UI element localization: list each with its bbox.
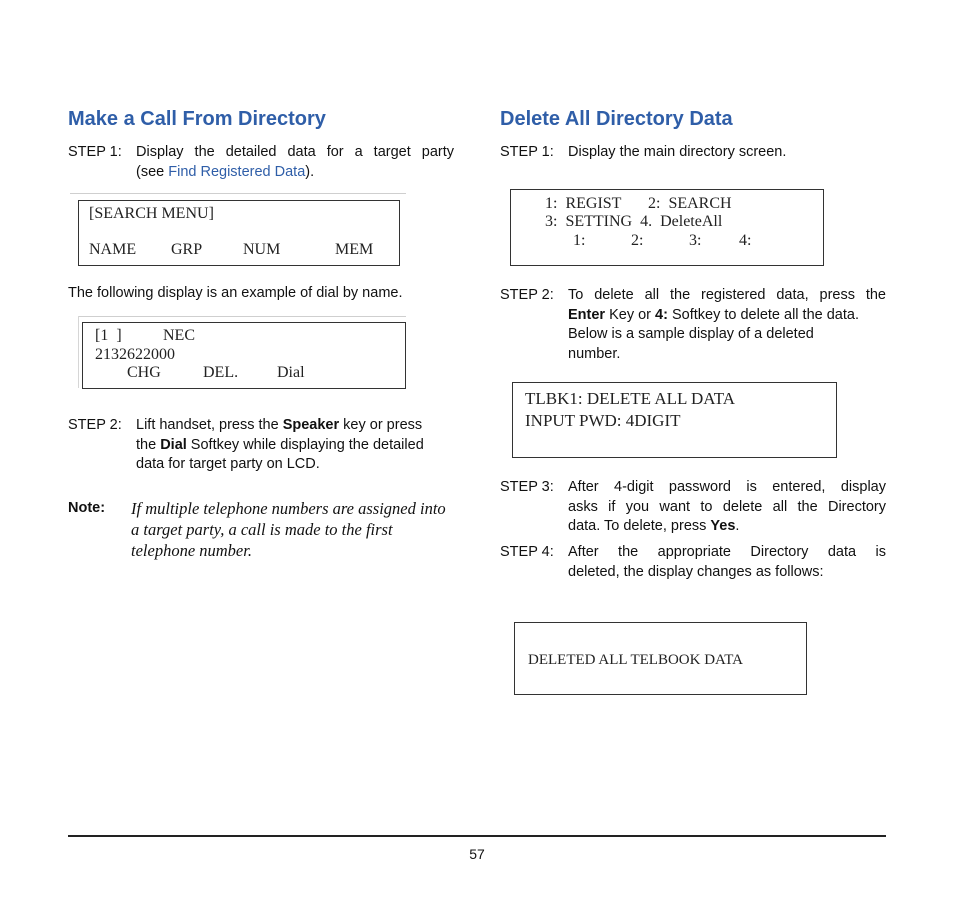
softkey-4: 4:	[739, 232, 752, 249]
lcd-search-menu	[78, 200, 400, 266]
lcd-entry-name: NEC	[163, 327, 195, 344]
step-text: number.	[568, 345, 621, 362]
menu-regist: 1: REGIST	[545, 195, 622, 212]
speaker-key: Speaker	[282, 417, 340, 433]
step-text: asks if you want to delete all the Directory	[568, 498, 886, 515]
softkey-num: NUM	[243, 241, 281, 258]
step-text: After the appropriate Directory data is	[568, 544, 886, 560]
lcd-line: DELETED ALL TELBOOK DATA	[528, 652, 744, 668]
lcd-main-directory	[510, 189, 824, 266]
step-label: STEP 2:	[500, 287, 554, 303]
heading-make-call: Make a Call From Directory	[68, 108, 326, 130]
softkey-del: DEL.	[203, 364, 239, 381]
step-label: STEP 2:	[68, 417, 122, 433]
right-step-4	[500, 543, 886, 583]
step-text: Lift handset, press the Speaker key or press	[136, 417, 423, 433]
step-text: deleted, the display changes as follows:	[568, 563, 824, 580]
right-step-1	[500, 143, 886, 163]
step-text: the Dial Softkey while displaying the detailed	[136, 436, 424, 453]
step-text: data for target party on LCD.	[136, 456, 320, 472]
menu-search: 2: SEARCH	[648, 195, 732, 212]
note-label: Note:	[68, 500, 106, 516]
right-step-3	[500, 478, 886, 538]
step-text: data. To delete, press Yes.	[568, 518, 740, 534]
footer-rule	[68, 835, 886, 837]
lcd-line: [SEARCH MENU]	[89, 205, 214, 222]
example-text: The following display is an example of dial by name.	[68, 285, 403, 301]
step-label: STEP 1:	[68, 144, 122, 160]
step-label: STEP 1:	[500, 144, 554, 160]
right-step-2	[500, 286, 886, 366]
lcd-entry-number: 2132622000	[95, 346, 175, 363]
lcd-line: TLBK1: DELETE ALL DATA	[525, 389, 736, 408]
step-text-line2: (see Find Registered Data).	[136, 164, 315, 180]
softkey-3: 3:	[689, 232, 702, 249]
divider	[78, 316, 406, 317]
enter-key: Enter	[568, 306, 606, 323]
lcd-dial-by-name	[82, 322, 406, 389]
step-label: STEP 4:	[500, 544, 554, 560]
softkey-4-ref: 4:	[655, 306, 668, 323]
divider	[70, 193, 406, 194]
step-text: Enter Key or 4: Softkey to delete all the data.	[568, 306, 859, 323]
find-registered-data-link[interactable]: Find Registered Data	[168, 164, 306, 180]
lcd-entry-index: [1 ]	[95, 327, 122, 344]
softkey-name: NAME	[89, 241, 137, 258]
softkey-2: 2:	[631, 232, 644, 249]
softkey-mem: MEM	[335, 241, 374, 258]
softkey-dial: Dial	[277, 364, 305, 381]
lcd-delete-all-data	[512, 382, 837, 458]
heading-delete-all: Delete All Directory Data	[500, 108, 733, 130]
softkey-1: 1:	[573, 232, 586, 249]
softkey-grp: GRP	[171, 241, 203, 258]
step-label: STEP 3:	[500, 479, 554, 495]
left-step-1	[68, 143, 456, 183]
step-text: To delete all the registered data, press the	[568, 287, 886, 303]
step-text: Below is a sample display of a deleted	[568, 326, 814, 342]
yes-key: Yes	[710, 518, 736, 534]
lcd-deleted-confirmation	[514, 622, 807, 695]
page-number: 57	[469, 846, 485, 862]
step-text: Display the detailed data for a target party	[136, 144, 454, 160]
step-text: Display the main directory screen.	[568, 144, 787, 160]
note-text: If multiple telephone numbers are assigned into a target party, a call is made to the first telephone number.	[131, 499, 446, 560]
step-text: After 4-digit password is entered, display	[568, 479, 886, 495]
lcd-line: INPUT PWD: 4DIGIT	[525, 411, 681, 430]
menu-setting-deleteall: 3: SETTING 4. DeleteAll	[545, 213, 723, 230]
dial-softkey: Dial	[160, 436, 187, 453]
divider	[78, 316, 79, 388]
softkey-chg: CHG	[127, 364, 161, 381]
left-step-2	[68, 416, 456, 476]
